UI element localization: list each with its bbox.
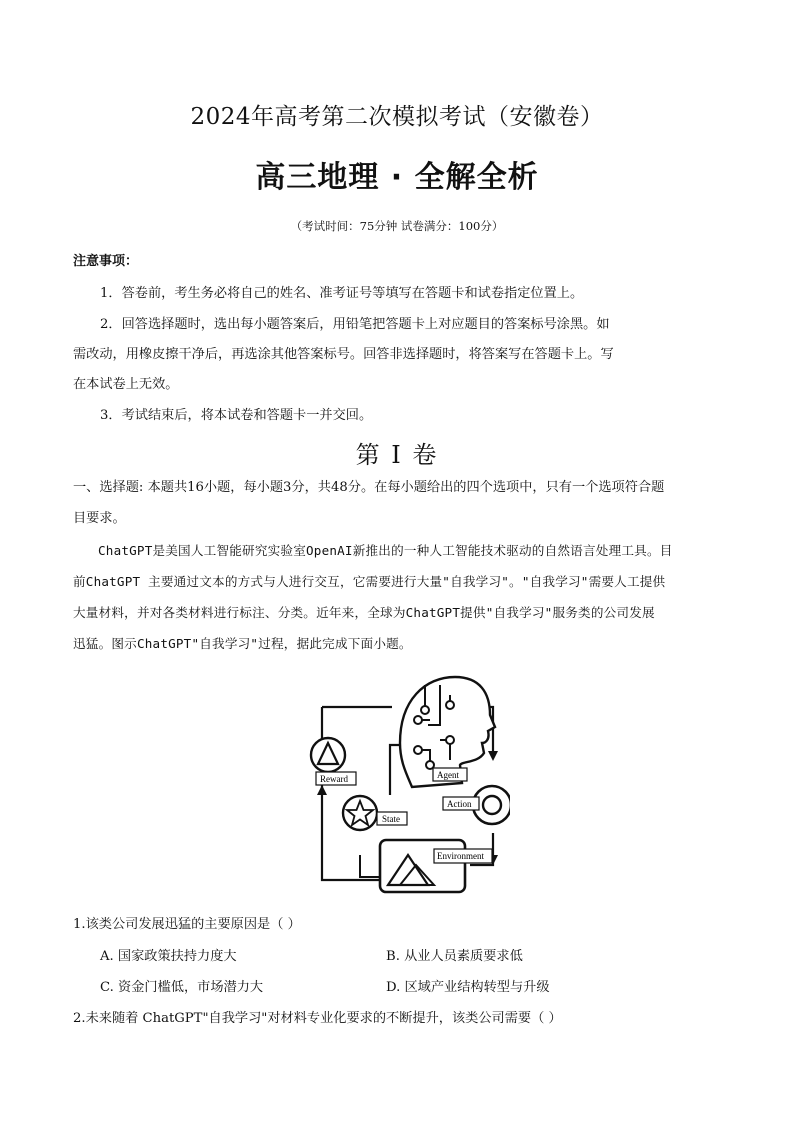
environment-label: Environment bbox=[437, 851, 484, 861]
agent-label: Agent bbox=[437, 770, 459, 780]
subject-title: 高三地理 · 全解全析 bbox=[255, 160, 539, 195]
material-line-3: 大量材料，并对各类材料进行标注、分类。近年来，全球为ChatGPT提供"自我学习"服务类的公司发展 bbox=[73, 605, 655, 620]
question-1-option-b: B. 从业人员素质要求低 bbox=[386, 949, 523, 964]
notice-item-2: 2．回答选择题时，选出每小题答案后，用铅笔把答题卡上对应题目的答案标号涂黑。如 bbox=[100, 317, 610, 332]
exam-title: 2024年高考第二次模拟考试（安徽卷） bbox=[190, 104, 604, 130]
notice-item-2-end: 在本试卷上无效。 bbox=[73, 377, 179, 392]
exam-info: （考试时间：75分钟 试卷满分：100分） bbox=[290, 219, 504, 233]
material-line-4: 迅猛。图示ChatGPT"自我学习"过程，据此完成下面小题。 bbox=[73, 636, 412, 651]
section-instruction-cont: 目要求。 bbox=[73, 511, 126, 526]
action-label: Action bbox=[447, 799, 472, 809]
notice-heading: 注意事项： bbox=[73, 254, 139, 269]
arrow-up-left-icon bbox=[317, 785, 327, 795]
chatgpt-learning-figure bbox=[300, 665, 510, 895]
section-instruction: 一、选择题: 本题共16小题，每小题3分，共48分。在每小题给出的四个选项中，只有一个选项符合题 bbox=[73, 480, 665, 495]
notice-item-2-cont: 需改动，用橡皮擦干净后，再选涂其他答案标号。回答非选择题时，将答案写在答题卡上。写 bbox=[73, 347, 614, 362]
question-1-option-d: D. 区域产业结构转型与升级 bbox=[386, 980, 550, 995]
question-1-stem: 1.该类公司发展迅猛的主要原因是（ ） bbox=[73, 917, 301, 932]
left-loop-line bbox=[322, 707, 380, 880]
material-line-2: 前ChatGPT 主要通过文本的方式与人进行交互，它需要进行大量"自我学习"。"自我学习"需要人工提供 bbox=[73, 574, 666, 589]
question-1-option-c: C. 资金门槛低，市场潜力大 bbox=[100, 980, 264, 995]
arrow-down-right-icon bbox=[488, 751, 498, 761]
part-title: 第 I 卷 bbox=[355, 441, 439, 469]
notice-item-1: 1．答卷前，考生务必将自己的姓名、准考证号等填写在答题卡和试卷指定位置上。 bbox=[100, 286, 584, 301]
state-label: State bbox=[382, 814, 400, 824]
material-line-1: ChatGPT是美国人工智能研究实验室OpenAI新推出的一种人工智能技术驱动的自然语言处理工具。目 bbox=[98, 543, 673, 558]
notice-item-3: 3．考试结束后，将本试卷和答题卡一并交回。 bbox=[100, 408, 373, 423]
reward-label: Reward bbox=[320, 774, 348, 784]
question-1-option-a: A. 国家政策扶持力度大 bbox=[100, 949, 237, 964]
learning-cycle-diagram bbox=[300, 665, 510, 895]
question-2-stem: 2.未来随着 ChatGPT"自我学习"对材料专业化要求的不断提升，该类公司需要（ ） bbox=[73, 1011, 562, 1026]
